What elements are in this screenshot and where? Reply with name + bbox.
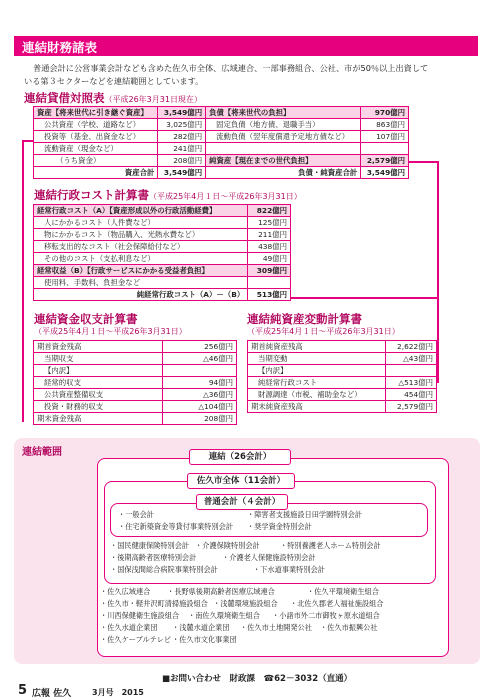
intro-text [24,62,474,88]
text-cell: 期首資金残高 [34,341,163,353]
text-cell [163,365,237,377]
text-cell: 863億円 [361,119,409,131]
text-cell: 投資等（基金、出資金など） [34,131,158,143]
text-cell: 282億円 [158,131,206,143]
list-item: ・国民健康保険特別会計 [110,541,190,550]
na-date: （平成25年4月１日～平成26年3月31日） [247,327,400,336]
flow-arrow [437,161,439,383]
text-cell: 資産合計 [34,167,158,179]
text-cell: 期末純資産残高 [248,401,386,413]
text-cell: 970億円 [361,107,409,119]
list-item: ・佐久市・軽井沢町清掃施設組合 [100,599,208,608]
text-cell: 資産【将来世代に引き継ぐ資産】 [34,107,158,119]
list-item: ・長野県後期高齢者医療広域連合 [167,587,275,596]
text-cell: 2,622億円 [386,341,437,353]
text-cell: 94億円 [163,377,237,389]
text-cell [248,277,291,289]
text-cell: いる第３セクターなどを連結範囲としています。 [24,76,204,86]
text-cell: 公共資産（学校、道路など） [34,119,158,131]
text-cell: △104億円 [163,401,237,413]
list-item: ・佐久市文化事業団 [172,635,237,644]
text-cell: 経常収益（B）【行政サービスにかかる受益者負担】 [34,265,248,277]
text-cell: 当期収支 [34,353,163,365]
bs-title [24,90,202,106]
text-cell: 移転支出的なコスト（社会保障給付など） [34,241,248,253]
publication-logo: 広報 佐久 [32,689,72,699]
list-item: ・介護老人保健施設特別会計 [222,553,316,562]
na-title: 連結純資産変動計算書 [247,312,362,326]
list-item: ・下水道事業特別会計 [253,565,325,574]
na-table [247,340,437,413]
text-cell: 当期変動 [248,353,386,365]
text-cell: （平成25年4月１日～平成26年3月31日） [149,192,302,201]
text-cell: 822億円 [248,205,291,217]
flow-arrow [291,297,437,299]
text-cell: 使用料、手数料、負担金など [34,277,248,289]
text-cell: 純経常行政コスト [248,377,386,389]
text-cell: 454億円 [386,389,437,401]
text-cell: 309億円 [248,265,291,277]
list-item: ・介護保険特別会計 [195,541,260,550]
text-cell: 普通会計に公営事業会計なども含めた佐久市全体、広域連合、一部事務組合、公社、市が50％以上出資して [33,63,429,73]
flow-arrow [22,140,24,422]
text-cell: 107億円 [361,131,409,143]
text-cell: △43億円 [386,353,437,365]
text-cell: 2,579億円 [361,155,409,167]
text-cell: 241億円 [158,143,206,155]
text-cell: 208億円 [158,155,206,167]
text-cell: 3,025億円 [158,119,206,131]
scope-level3: 普通会計（４会計） [196,494,288,510]
list-item: ・北佐久郡老人福祉施設組合 [290,599,384,608]
text-cell: 純資産【現在までの世代負担】 [206,155,361,167]
cost-table [33,204,291,301]
text-cell: 211億円 [248,229,291,241]
page-title: 連結財務諸表 [22,40,98,55]
text-cell: 3,549億円 [158,167,206,179]
page-title-banner [14,36,478,56]
text-cell: 流動資産（現金など） [34,143,158,155]
text-cell: 固定負債（地方債、退職手当） [206,119,361,131]
text-cell: 流動負債（翌年度償還予定地方債など） [206,131,361,143]
text-cell: 人にかかるコスト（人件費など） [34,217,248,229]
text-cell [361,143,409,155]
list-item: ・佐久市振興公社 [320,623,378,632]
list-item: ・佐久平環境衛生組合 [307,587,379,596]
list-item: ・浅麓水道企業団 [172,623,230,632]
text-cell: 物にかかるコスト（物品購入、光熱水費など） [34,229,248,241]
text-cell: 【内訳】 [34,365,163,377]
text-cell: その他のコスト（支払利息など） [34,253,248,265]
list-item: ・奨学資金特別会計 [247,522,312,531]
list-item: ・特別養護老人ホーム特別会計 [280,541,381,550]
text-cell: 期末資金残高 [34,413,163,425]
text-cell: 公共資産整備収支 [34,389,163,401]
text-cell [386,365,437,377]
text-cell: 期首純資産残高 [248,341,386,353]
text-cell: 負債・純資産合計 [206,167,361,179]
text-cell: 連結貸借対照表 [24,91,105,105]
list-item: ・住宅新築資金等貸付事業特別会計 [118,522,234,531]
text-cell: 経常的収支 [34,377,163,389]
text-cell: 3,549億円 [158,107,206,119]
scope-title: 連結範囲 [22,447,62,458]
cf-title: 連結資金収支計算書 [34,312,138,326]
text-cell: 3,549億円 [361,167,409,179]
list-item: ・南佐久環境衛生組合 [188,611,260,620]
text-cell: 256億円 [163,341,237,353]
list-item: ・小諸市外二市御牧ヶ原水道組合 [272,611,380,620]
list-item: ・佐久ケーブルテレビ [100,635,172,644]
cost-title [34,187,302,203]
text-cell: （うち資金） [34,155,158,167]
text-cell: 【内訳】 [248,365,386,377]
cf-date: （平成25年4月１日～平成26年3月31日） [34,327,187,336]
text-cell: 2,579億円 [386,401,437,413]
contact-info: ■お問い合わせ 財政課 ☎62－3032（直通） [162,674,353,684]
text-cell: 513億円 [248,289,291,301]
issue-label: 3月号 2015 [92,688,144,697]
list-item: ・国保浅間総合病院事業特別会計 [110,565,218,574]
text-cell: △36億円 [163,389,237,401]
text-cell: △513億円 [386,377,437,389]
text-cell [206,143,361,155]
text-cell: △46億円 [163,353,237,365]
text-cell: 財源調達（市税、補助金など） [248,389,386,401]
list-item: ・佐久水道企業団 [100,623,158,632]
text-cell: 投資・財務的収支 [34,401,163,413]
list-item: ・一般会計 [118,510,154,519]
text-cell: （平成26年3月31日現在） [104,95,202,104]
list-item: ・川西保健衛生施設組合 [100,611,180,620]
scope-level1: 連結（26会計） [189,449,291,465]
cf-table [33,340,237,425]
text-cell: 経常行政コスト（A）【資産形成以外の行政活動経費】 [34,205,248,217]
list-item: ・後期高齢者医療特別会計 [110,553,197,562]
bs-table [33,106,409,179]
page-number: 5 [18,683,28,698]
text-cell: 連結行政コスト計算書 [34,188,149,202]
list-item: ・佐久広域連合 [100,587,151,596]
list-item: ・佐久市土地開発公社 [240,623,312,632]
list-item: ・障害者支援施設日田学園特別会計 [247,510,363,519]
flow-arrow [409,161,439,163]
text-cell: 純経常行政コスト（A）－（B） [34,289,248,301]
text-cell: 438億円 [248,241,291,253]
list-item: ・浅麓環境施設組合 [213,599,278,608]
text-cell: 208億円 [163,413,237,425]
text-cell: 負債【将来世代の負担】 [206,107,361,119]
text-cell: 49億円 [248,253,291,265]
scope-level2: 佐久市全体（11会計） [187,473,295,489]
text-cell: 125億円 [248,217,291,229]
